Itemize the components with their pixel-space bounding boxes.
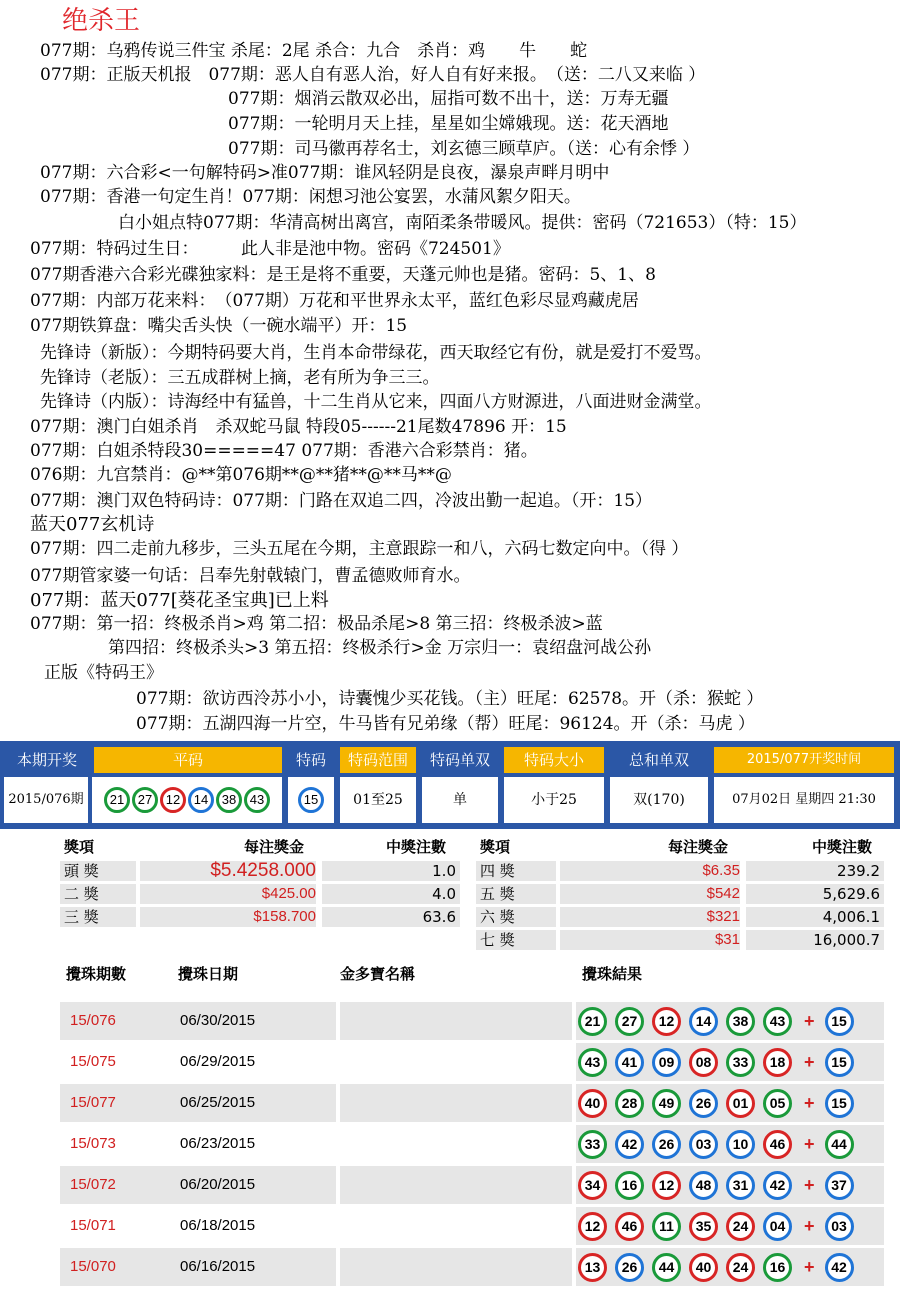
lottery-ball: 16 [615,1171,644,1200]
text-line: 077期：第一招：终极杀肖>鸡 第二招：极品杀尾>8 第三招：终极杀波>蓝 [30,614,603,634]
lottery-ball: 13 [578,1253,607,1282]
draw-balls [578,1207,862,1245]
special-ball: 15 [825,1007,854,1036]
lottery-ball: 42 [763,1171,792,1200]
draw-date: 06/23/2015 [180,1135,256,1152]
draw-period: 15/071 [70,1217,116,1234]
draw-balls [578,1166,862,1204]
prize-name: 七 獎 [480,931,515,949]
special-ball: 44 [825,1130,854,1159]
lottery-ball: 12 [652,1171,681,1200]
table-row [60,1002,884,1040]
lottery-ball: 10 [726,1130,755,1159]
prize-amount: $542 [706,885,740,902]
prize-amount: $158.700 [253,908,316,925]
prize-header-amount: 每注獎金 [668,838,729,856]
prize-name: 五 獎 [480,885,515,903]
text-line: 077期：乌鸦传说三件宝 杀尾：2尾 杀合：九合 杀肖：鸡 牛 蛇 [40,41,588,61]
draw-balls [578,1248,862,1286]
text-line: 077期：司马徽再荐名士，刘玄德三顾草庐。（送：心有余悸 ） [228,139,700,159]
text-line: 077期：内部万花来料： （077期）万花和平世界永太平，蓝红色彩尽显鸡藏虎居 [30,291,639,311]
prize-count: 1.0 [432,862,456,880]
plus-icon: + [804,1133,815,1154]
lottery-ball: 09 [652,1048,681,1077]
table-row [60,1248,884,1286]
prize-table-right [476,836,884,960]
lottery-ball: 26 [615,1253,644,1282]
table-row [60,1084,884,1122]
prize-header-count: 中獎注數 [386,838,447,856]
prize-name: 二 獎 [64,885,99,903]
prize-row [476,860,884,882]
text-line: 077期铁算盘：嘴尖舌头快（一碗水端平）开：15 [30,316,408,336]
lottery-ball: 28 [615,1089,644,1118]
lottery-ball: 34 [578,1171,607,1200]
prize-header-name: 獎項 [480,838,511,856]
lottery-ball: 11 [652,1212,681,1241]
header-regular-numbers: 平码 [94,747,282,773]
page-title: 绝杀王 [62,6,141,36]
draw-header-name: 金多寶名稱 [340,965,416,983]
lottery-ball: 08 [689,1048,718,1077]
text-line: 白小姐点特077期：华清高树出离宫，南陌柔条带暖风。提供：密码（721653）（特：15） [118,213,807,233]
header-sum-odd-even: 总和单双 [610,747,708,773]
lottery-ball: 49 [652,1089,681,1118]
text-line: 077期管家婆一句话：吕奉先射戟辕门，曹孟德败师育水。 [30,566,471,586]
special-ball-cell [288,777,334,823]
prize-row [476,929,884,951]
plus-icon: + [804,1092,815,1113]
text-line: 077期：白姐杀特段30=====47 077期：香港六合彩禁肖：猪。 [30,441,538,461]
prize-amount: $5.4258.000 [210,860,316,881]
lottery-ball: 14 [188,787,214,813]
draw-header-period: 攪珠期數 [66,965,127,983]
prize-name: 四 獎 [480,862,515,880]
lottery-ball: 40 [578,1089,607,1118]
prize-name: 頭 獎 [64,862,99,880]
lottery-ball: 44 [652,1253,681,1282]
draw-balls [578,1043,862,1081]
draw-period: 15/072 [70,1176,116,1193]
text-line: 077期香港六合彩光碟独家料：是王是将不重要，天蓬元帅也是猪。密码：5、1、8 [30,265,656,285]
header-next-draw-time: 2015/077开奖时间 [714,747,894,773]
special-ball: 15 [825,1048,854,1077]
lottery-ball: 42 [615,1130,644,1159]
lottery-ball: 26 [652,1130,681,1159]
header-current-draw: 本期开奖 [6,747,88,773]
prize-header-count: 中獎注數 [812,838,873,856]
lottery-ball: 43 [244,787,270,813]
lottery-ball: 41 [615,1048,644,1077]
prize-count: 16,000.7 [813,931,880,949]
lottery-ball: 35 [689,1212,718,1241]
draw-period: 15/075 [70,1053,116,1070]
table-row [60,1207,884,1245]
text-line: 077期：特码过生日： 此人非是池中物。密码《724501》 [30,239,510,259]
draw-period: 15/070 [70,1258,116,1275]
text-line: 先锋诗（新版）：今期特码要大肖，生肖本命带绿花，西天取经它有份，就是爱打不爱骂。 [40,343,712,363]
prize-row [476,906,884,928]
text-line: 077期：六合彩<一句解特码>准077期：谁风轻阴是良夜，瀑泉声畔月明中 [40,163,610,183]
prize-amount: $31 [714,931,740,948]
draw-period: 15/073 [70,1135,116,1152]
text-line: 正版《特码王》 [44,663,163,683]
prize-header-name: 獎項 [64,838,95,856]
prize-row [476,883,884,905]
header-special-odd-even: 特码单双 [422,747,498,773]
prize-row [60,883,460,905]
draw-date: 06/30/2015 [180,1012,256,1029]
lottery-ball: 26 [689,1089,718,1118]
lottery-ball: 12 [652,1007,681,1036]
text-line: 先锋诗（内版）：诗海经中有猛兽，十二生肖从它来，四面八方财源进，八面进财金满堂。 [40,392,712,412]
lottery-ball: 27 [615,1007,644,1036]
special-ball: 37 [825,1171,854,1200]
draw-date: 06/20/2015 [180,1176,256,1193]
lottery-ball: 38 [726,1007,755,1036]
lottery-ball: 43 [578,1048,607,1077]
draw-date: 06/18/2015 [180,1217,256,1234]
lottery-ball: 48 [689,1171,718,1200]
table-row [60,1125,884,1163]
prize-amount: $321 [706,908,740,925]
text-line: 077期：澳门双色特码诗：077期：门路在双追二四，冷波出勤一起追。（开：15） [30,491,653,511]
text-line: 077期：香港一句定生肖！077期：闲想习池公宴罢，水蒲风絮夕阳天。 [40,187,581,207]
text-line: 076期：九宫禁肖：@**第076期**@**猪**@**马**@ [30,465,452,485]
text-line: 077期：烟消云散双必出，屈指可数不出十，送：万寿无疆 [228,89,669,109]
lottery-ball: 46 [615,1212,644,1241]
text-line: 077期：澳门白姐杀肖 杀双蛇马鼠 特段05------21尾数47896 开：15 [30,417,567,437]
lottery-ball: 24 [726,1212,755,1241]
lottery-ball: 03 [689,1130,718,1159]
text-line: 077期：欲访西泠苏小小，诗囊愧少买花钱。（主）旺尾：62578。开（杀：猴蛇 ） [136,689,764,709]
draw-date: 06/29/2015 [180,1053,256,1070]
draw-header-result: 攪珠結果 [582,965,643,983]
prize-table-left [60,836,460,936]
prize-name: 六 獎 [480,908,515,926]
draw-date: 06/25/2015 [180,1094,256,1111]
lottery-ball: 33 [726,1048,755,1077]
plus-icon: + [804,1256,815,1277]
special-odd-even: 单 [422,777,498,823]
header-special-range: 特码范围 [340,747,416,773]
draw-period: 15/076 [70,1012,116,1029]
lottery-ball: 05 [763,1089,792,1118]
plus-icon: + [804,1010,815,1031]
draw-balls [578,1125,862,1163]
header-special-size: 特码大小 [504,747,604,773]
plus-icon: + [804,1174,815,1195]
result-table [0,741,900,829]
lottery-ball: 27 [132,787,158,813]
table-row [60,1043,884,1081]
special-ball: 15 [825,1089,854,1118]
lottery-ball: 16 [763,1253,792,1282]
text-line: 077期：四二走前九移步，三头五尾在今期，主意跟踪一和八，六码七数定向中。（得 ） [30,539,689,559]
text-line: 第四招：终极杀头>3 第五招：终极杀行>金 万宗归一：袁绍盘河战公孙 [108,638,652,658]
prize-amount: $425.00 [261,885,316,902]
text-line: 077期：蓝天077[葵花圣宝典]已上料 [30,590,329,611]
special-ball: 15 [298,787,324,813]
prize-row [60,860,460,882]
lottery-ball: 24 [726,1253,755,1282]
text-line: 077期：正版天机报 077期：恶人自有恶人治，好人自有好来报。 （送：二八又来临 ） [40,65,706,85]
lottery-ball: 04 [763,1212,792,1241]
table-row [60,1166,884,1204]
lottery-ball: 12 [578,1212,607,1241]
draw-balls [578,1002,862,1040]
prize-count: 239.2 [837,862,880,880]
lottery-ball: 46 [763,1130,792,1159]
lottery-ball: 40 [689,1253,718,1282]
lottery-ball: 12 [160,787,186,813]
draw-balls [578,1084,862,1122]
lottery-ball: 01 [726,1089,755,1118]
plus-icon: + [804,1051,815,1072]
lottery-ball: 14 [689,1007,718,1036]
prize-name: 三 獎 [64,908,99,926]
text-line: 077期：一轮明月天上挂，星星如尘嫦娥现。送：花天酒地 [228,114,669,134]
header-special-number: 特码 [288,747,334,773]
prize-count: 63.6 [422,908,456,926]
lottery-ball: 21 [104,787,130,813]
prize-amount: $6.35 [702,862,740,879]
special-range: 01至25 [340,777,416,823]
prize-header-amount: 每注獎金 [244,838,305,856]
prize-count: 4.0 [432,885,456,903]
regular-balls [92,777,282,823]
lottery-ball: 43 [763,1007,792,1036]
special-ball: 03 [825,1212,854,1241]
special-size: 小于25 [504,777,604,823]
draw-header-date: 攪珠日期 [178,965,239,983]
lottery-ball: 18 [763,1048,792,1077]
lottery-ball: 31 [726,1171,755,1200]
draw-period: 15/077 [70,1094,116,1111]
plus-icon: + [804,1215,815,1236]
next-draw-time: 07月02日 星期四 21:30 [714,777,894,823]
prize-count: 5,629.6 [822,885,880,903]
text-line: 蓝天077玄机诗 [30,514,155,535]
prize-count: 4,006.1 [822,908,880,926]
lottery-ball: 21 [578,1007,607,1036]
prize-row [60,906,460,928]
lottery-ball: 38 [216,787,242,813]
text-line: 077期：五湖四海一片空，牛马皆有兄弟缘（帮）旺尾：96124。开（杀：马虎 ） [136,714,755,734]
sum-odd-even: 双(170) [610,777,708,823]
text-line: 先锋诗（老版）：三五成群树上摘，老有所为争三三。 [40,368,440,388]
draw-date: 06/16/2015 [180,1258,256,1275]
special-ball: 42 [825,1253,854,1282]
lottery-ball: 33 [578,1130,607,1159]
draw-period: 2015/076期 [4,777,88,823]
